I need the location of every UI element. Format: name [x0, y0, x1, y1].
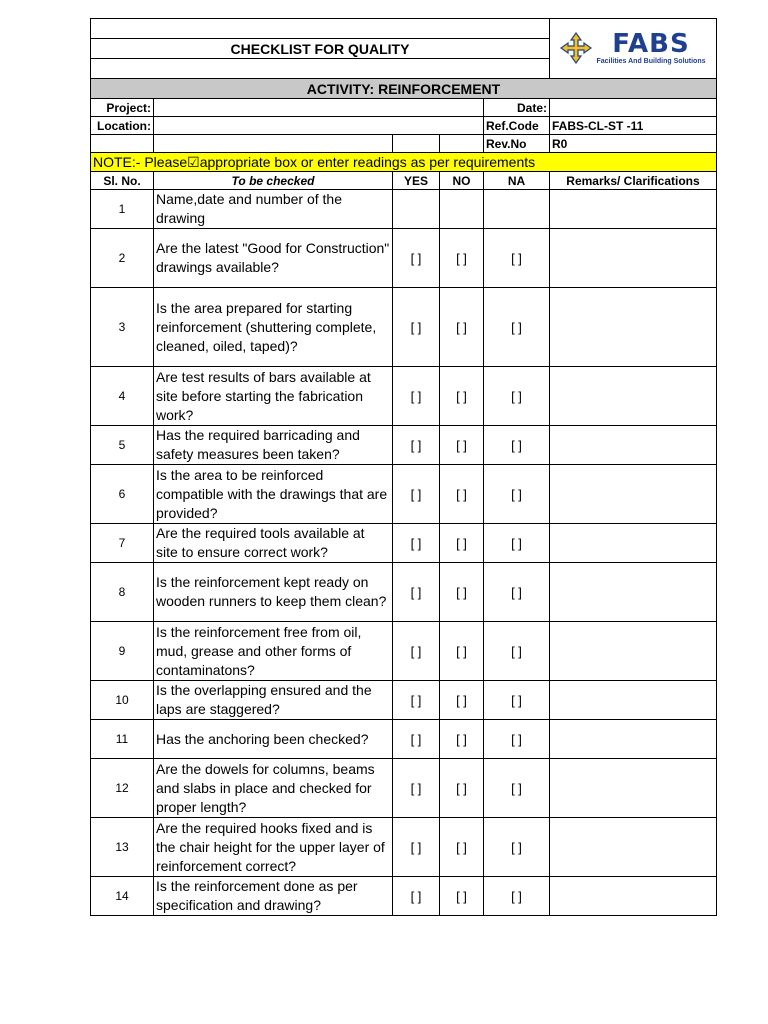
checkbox-na[interactable]: [ ] [484, 229, 550, 288]
checklist-table [90, 18, 717, 916]
check-item-text: Are the required tools available at site to ensure correct work? [154, 524, 393, 563]
col-na: NA [484, 172, 550, 190]
location-row [91, 117, 717, 135]
checkbox-no[interactable]: [ ] [440, 229, 484, 288]
row-number: 14 [91, 877, 154, 916]
checkbox-no[interactable]: [ ] [440, 524, 484, 563]
revno-value: R0 [550, 135, 717, 153]
check-item-text: Is the reinforcement free from oil, mud, grease and other forms of contaminatons? [154, 622, 393, 681]
checkbox-yes[interactable]: [ ] [393, 229, 440, 288]
refcode-value: FABS-CL-ST -11 [550, 117, 717, 135]
checkbox-yes[interactable]: [ ] [393, 563, 440, 622]
checkbox-yes[interactable]: [ ] [393, 681, 440, 720]
row-number: 4 [91, 367, 154, 426]
row-number: 1 [91, 190, 154, 229]
row-number: 11 [91, 720, 154, 759]
check-item-text: Are the latest "Good for Construction" drawings available? [154, 229, 393, 288]
refcode-label: Ref.Code [484, 117, 550, 135]
checkbox-no[interactable] [440, 190, 484, 229]
checkbox-yes[interactable]: [ ] [393, 622, 440, 681]
checklist-row [91, 288, 717, 367]
checkbox-no[interactable]: [ ] [440, 622, 484, 681]
checklist-row [91, 818, 717, 877]
location-label: Location: [91, 117, 154, 135]
checkbox-na[interactable]: [ ] [484, 759, 550, 818]
remarks-field[interactable] [550, 426, 717, 465]
logo-wordmark: FABS [612, 28, 690, 59]
col-no: NO [440, 172, 484, 190]
checklist-sheet [90, 18, 716, 916]
remarks-field[interactable] [550, 524, 717, 563]
checkbox-na[interactable]: [ ] [484, 877, 550, 916]
column-header-row [91, 172, 717, 190]
checkbox-no[interactable]: [ ] [440, 759, 484, 818]
checkbox-na[interactable]: [ ] [484, 288, 550, 367]
checkbox-yes[interactable]: [ ] [393, 877, 440, 916]
checkbox-na[interactable]: [ ] [484, 622, 550, 681]
logo-tagline: Facilities And Building Solutions [596, 57, 706, 65]
remarks-field[interactable] [550, 367, 717, 426]
check-item-text: Is the reinforcement done as per specification and drawing? [154, 877, 393, 916]
check-item-text: Are the required hooks fixed and is the chair height for the upper layer of reinforcement correct? [154, 818, 393, 877]
location-field[interactable] [154, 117, 484, 135]
checkbox-yes[interactable]: [ ] [393, 818, 440, 877]
col-slno: Sl. No. [91, 172, 154, 190]
checkbox-na[interactable]: [ ] [484, 681, 550, 720]
checklist-row [91, 426, 717, 465]
remarks-field[interactable] [550, 622, 717, 681]
logo-emblem-icon [560, 32, 592, 64]
activity-row [91, 79, 717, 99]
checkbox-yes[interactable]: [ ] [393, 524, 440, 563]
remarks-field[interactable] [550, 229, 717, 288]
remarks-field[interactable] [550, 877, 717, 916]
checklist-row [91, 190, 717, 229]
note-banner [91, 153, 717, 172]
row-number: 5 [91, 426, 154, 465]
remarks-field[interactable] [550, 465, 717, 524]
note-suffix: appropriate box or enter readings as per requirements [199, 153, 536, 170]
col-to-be-checked: To be checked [154, 172, 393, 190]
checklist-row [91, 622, 717, 681]
row-number: 7 [91, 524, 154, 563]
check-item-text: Name,date and number of the drawing [154, 190, 393, 229]
row-number: 10 [91, 681, 154, 720]
checklist-row [91, 229, 717, 288]
checkbox-yes[interactable]: [ ] [393, 759, 440, 818]
revno-label: Rev.No [484, 135, 550, 153]
checkbox-na[interactable]: [ ] [484, 465, 550, 524]
checklist-row [91, 563, 717, 622]
remarks-field[interactable] [550, 681, 717, 720]
check-item-text: Is the area to be reinforced compatible with the drawings that are provided? [154, 465, 393, 524]
checkbox-na[interactable]: [ ] [484, 818, 550, 877]
checklist-row [91, 759, 717, 818]
checkbox-no[interactable]: [ ] [440, 720, 484, 759]
check-item-text: Is the overlapping ensured and the laps are staggered? [154, 681, 393, 720]
checklist-row [91, 524, 717, 563]
checklist-row [91, 877, 717, 916]
revno-row [91, 135, 717, 153]
date-field[interactable] [550, 99, 717, 117]
checklist-rows [91, 190, 717, 916]
checkbox-no[interactable]: [ ] [440, 367, 484, 426]
checkbox-na[interactable]: [ ] [484, 720, 550, 759]
col-yes: YES [393, 172, 440, 190]
checkbox-yes[interactable]: [ ] [393, 288, 440, 367]
checkbox-yes[interactable]: [ ] [393, 465, 440, 524]
remarks-field[interactable] [550, 818, 717, 877]
check-item-text: Is the area prepared for starting reinforcement (shuttering complete, cleaned, oiled, taped)? [154, 288, 393, 367]
checkbox-yes[interactable]: [ ] [393, 720, 440, 759]
check-item-text: Has the anchoring been checked? [154, 720, 393, 759]
checkbox-yes[interactable]: [ ] [393, 367, 440, 426]
checklist-row [91, 465, 717, 524]
remarks-field[interactable] [550, 288, 717, 367]
top-blank-row [91, 19, 717, 39]
checkbox-na[interactable]: [ ] [484, 563, 550, 622]
checkbox-no[interactable]: [ ] [440, 465, 484, 524]
checkbox-no[interactable]: [ ] [440, 288, 484, 367]
checked-box-icon: ☑ [187, 153, 200, 170]
checkbox-no[interactable]: [ ] [440, 818, 484, 877]
check-item-text: Is the reinforcement kept ready on wooden runners to keep them clean? [154, 563, 393, 622]
checklist-row [91, 720, 717, 759]
row-number: 3 [91, 288, 154, 367]
project-label: Project: [91, 99, 154, 117]
checkbox-na[interactable]: [ ] [484, 524, 550, 563]
row-number: 2 [91, 229, 154, 288]
checkbox-na[interactable] [484, 190, 550, 229]
remarks-field[interactable] [550, 563, 717, 622]
checkbox-no[interactable]: [ ] [440, 426, 484, 465]
checkbox-yes[interactable]: [ ] [393, 426, 440, 465]
check-item-text: Are the dowels for columns, beams and slabs in place and checked for proper length? [154, 759, 393, 818]
checkbox-na[interactable]: [ ] [484, 426, 550, 465]
project-row [91, 99, 717, 117]
company-logo [550, 19, 717, 79]
note-row [91, 153, 717, 172]
checkbox-no[interactable]: [ ] [440, 681, 484, 720]
row-number: 8 [91, 563, 154, 622]
row-number: 13 [91, 818, 154, 877]
check-item-text: Are test results of bars available at site before starting the fabrication work? [154, 367, 393, 426]
note-prefix: NOTE:- Please [93, 153, 188, 170]
row-number: 9 [91, 622, 154, 681]
row-number: 12 [91, 759, 154, 818]
remarks-field[interactable] [550, 720, 717, 759]
checkbox-na[interactable]: [ ] [484, 367, 550, 426]
remarks-field[interactable] [550, 759, 717, 818]
check-item-text: Has the required barricading and safety measures been taken? [154, 426, 393, 465]
row-number: 6 [91, 465, 154, 524]
checklist-row [91, 367, 717, 426]
project-field[interactable] [154, 99, 484, 117]
document-title: CHECKLIST FOR QUALITY [91, 39, 550, 59]
checklist-row [91, 681, 717, 720]
remarks-field[interactable] [550, 190, 717, 229]
col-remarks: Remarks/ Clarifications [550, 172, 717, 190]
checkbox-yes[interactable] [393, 190, 440, 229]
checkbox-no[interactable]: [ ] [440, 563, 484, 622]
checkbox-no[interactable]: [ ] [440, 877, 484, 916]
date-label: Date: [484, 99, 550, 117]
activity-title: ACTIVITY: REINFORCEMENT [91, 79, 717, 99]
